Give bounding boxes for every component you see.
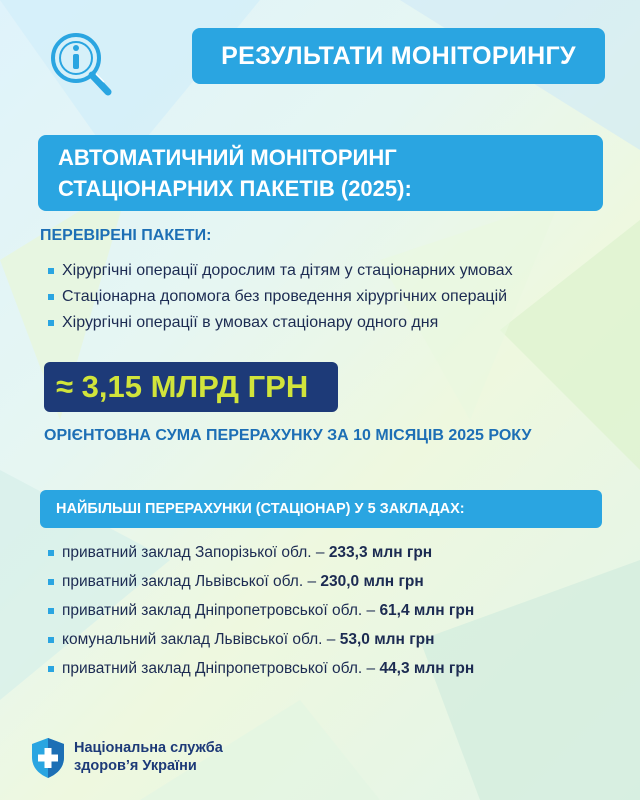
shield-cross-icon [30,737,66,779]
top-recalculations-title: НАЙБІЛЬШІ ПЕРЕРАХУНКИ (СТАЦІОНАР) У 5 ЗАКЛАДАХ: [56,501,465,517]
list-item [48,654,474,683]
square-bullet-icon [48,550,54,556]
square-bullet-icon [48,666,54,672]
subheading-line-2: СТАЦІОНАРНИХ ПАКЕТІВ (2025): [58,176,412,201]
package-text: Стаціонарна допомога без проведення хірургічних операцій [62,288,508,305]
facility-amount: 61,4 млн грн [379,602,475,619]
square-bullet-icon [48,579,54,585]
square-bullet-icon [48,608,54,614]
page-title: РЕЗУЛЬТАТИ МОНІТОРИНГУ [221,41,576,70]
list-item [48,538,474,567]
subheading-banner [38,135,603,211]
checked-packages-label: ПЕРЕВІРЕНІ ПАКЕТИ: [40,227,212,244]
facility-amount: 230,0 млн грн [320,573,424,590]
square-bullet-icon [48,294,54,300]
facility-text: приватний заклад Дніпропетровської обл. – [62,660,380,677]
square-bullet-icon [48,320,54,326]
facility-text: приватний заклад Львівської обл. – [62,573,321,590]
facility-amount: 44,3 млн грн [379,660,475,677]
list-item [48,567,474,596]
facility-text: приватний заклад Дніпропетровської обл. – [62,602,380,619]
top-recalculations-list [48,538,474,683]
subheading-line-1: АВТОМАТИЧНИЙ МОНІТОРИНГ [58,145,397,170]
list-item [48,284,513,310]
facility-text: приватний заклад Запорізької обл. – [62,544,329,561]
package-text: Хірургічні операції в умовах стаціонару одного дня [62,314,439,331]
facility-amount: 53,0 млн грн [339,631,435,648]
facility-amount: 233,3 млн грн [328,544,433,561]
top-recalculations-banner [40,490,602,528]
brand-line-1: Національна служба [74,740,223,756]
amount-caption: ОРІЄНТОВНА СУМА ПЕРЕРАХУНКУ ЗА 10 МІСЯЦІВ 2025 РОКУ [44,427,532,444]
facility-text: комунальний заклад Львівської обл. – [62,631,340,648]
square-bullet-icon [48,268,54,274]
brand-name [74,739,223,775]
square-bullet-icon [48,637,54,643]
amount-banner [44,362,338,412]
list-item [48,310,513,336]
info-magnifier-icon [38,24,116,102]
list-item [48,596,474,625]
list-item [48,625,474,654]
list-item [48,258,513,284]
checked-packages-list [48,258,513,336]
header-banner [192,28,605,84]
package-text: Хірургічні операції дорослим та дітям у стаціонарних умовах [62,262,513,279]
amount-value: ≈ 3,15 МЛРД ГРН [56,369,309,404]
brand-line-2: здоров’я України [74,758,197,774]
